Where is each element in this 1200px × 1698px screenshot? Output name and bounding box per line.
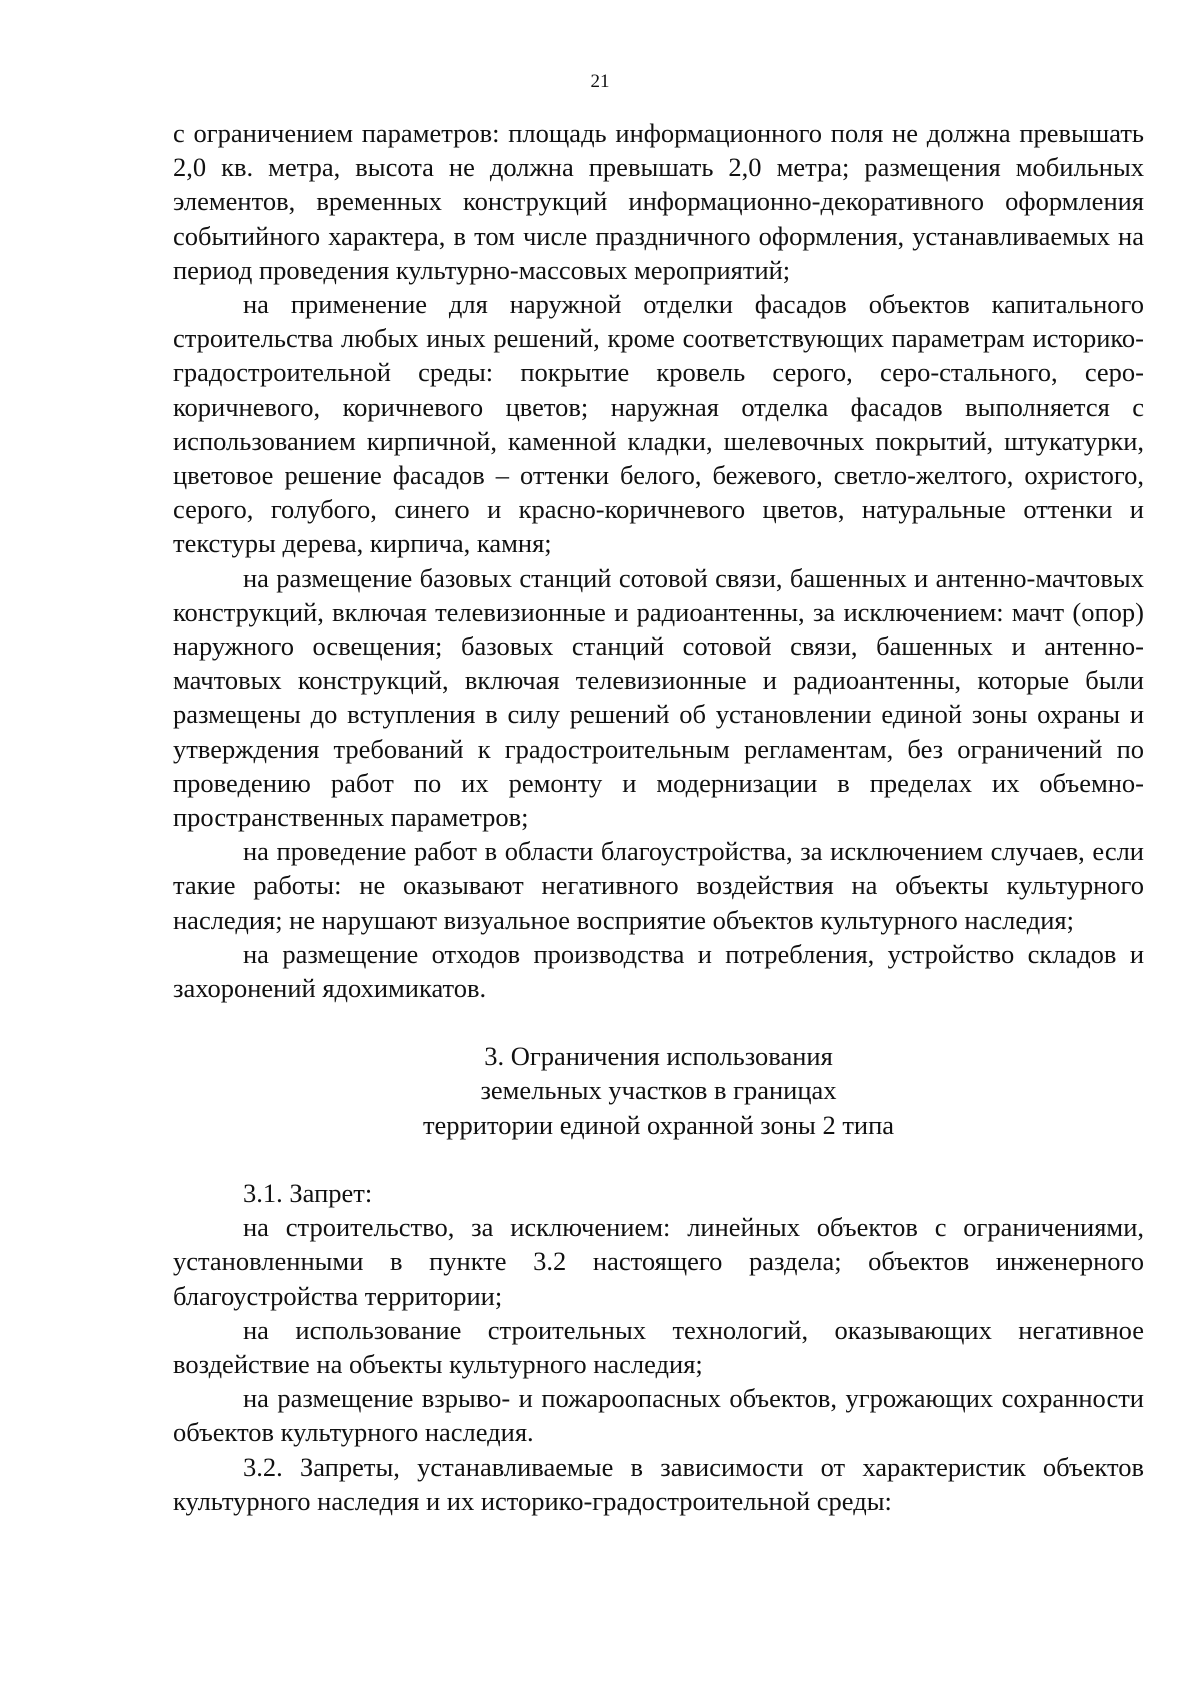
paragraph-base-stations: на размещение базовых станций сотовой связи, башенных и антенно-мачтовых конструкций, включая телевизионные и радиоантенны, за исключением: мачт (опор) наружного освещения; базовых станций сотовой связи, башенных и антенно-мачтовых конструкций, включая телевизионные и радиоантенны, которые были размещены до вступления в силу решений об установлении единой зоны охраны и утверждения требований к градостроительным регламентам, без ограничений по проведению работ по их ремонту и модернизации в пределах их объемно-пространственных параметров; <box>173 562 1144 833</box>
clause-3-2: 3.2. Запреты, устанавливаемые в зависимости от характеристик объектов культурного наследия и их историко-градостроительной среды: <box>173 1451 1144 1516</box>
paragraph-construction-ban: на строительство, за исключением: линейных объектов с ограничениями, установленными в пункте 3.2 настоящего раздела; объектов инженерного благоустройства территории; <box>173 1212 1144 1311</box>
section-heading <box>173 1039 1144 1142</box>
section-heading-line-3: территории единой охранной зоны 2 типа <box>422 1109 895 1140</box>
paragraph-technologies-ban: на использование строительных технологий, оказывающих негативное воздействие на объекты культурного наследия; <box>173 1314 1144 1379</box>
clause-3-1-title: 3.1. Запрет: <box>243 1177 373 1208</box>
paragraph-continuation: с ограничением параметров: площадь информационного поля не должна превышать 2,0 кв. метра, высота не должна превышать 2,0 метра; размещения мобильных элементов, временных конструкций информационно-декоративного оформления событийного характера, в том числе праздничного оформления, устанавливаемых на период проведения культурно-массовых мероприятий; <box>173 118 1144 285</box>
paragraph-facade-finish: на применение для наружной отделки фасадов объектов капитального строительства любых иных решений, кроме соответствующих параметрам историко-градостроительной среды: покрытие кровель серого, серо-стального, серо-коричневого, коричневого цветов; наружная отделка фасадов выполняется с использованием кирпичной, каменной кладки, шелевочных покрытий, штукатурки, цветовое решение фасадов – оттенки белого, бежевого, светло-желтого, охристого, серого, голубого, синего и красно-коричневого цветов, натуральные оттенки и текстуры дерева, кирпича, камня; <box>173 289 1144 559</box>
section-heading-line-2: земельных участков в границах <box>480 1075 837 1106</box>
paragraph-waste: на размещение отходов производства и потребления, устройство складов и захоронений ядохимикатов. <box>173 938 1144 1004</box>
paragraph-hazardous-objects-ban: на размещение взрыво- и пожароопасных объектов, угрожающих сохранности объектов культурного наследия. <box>173 1383 1144 1448</box>
document-body <box>173 116 1144 1518</box>
page-number: 21 <box>590 71 610 92</box>
section-heading-line-1: 3. Ограничения использования <box>484 1041 833 1072</box>
paragraph-landscaping: на проведение работ в области благоустройства, за исключением случаев, если такие работы: не оказывают негативного воздействия на объекты культурного наследия; не нарушают визуальное восприятие объектов культурного наследия; <box>173 836 1144 935</box>
